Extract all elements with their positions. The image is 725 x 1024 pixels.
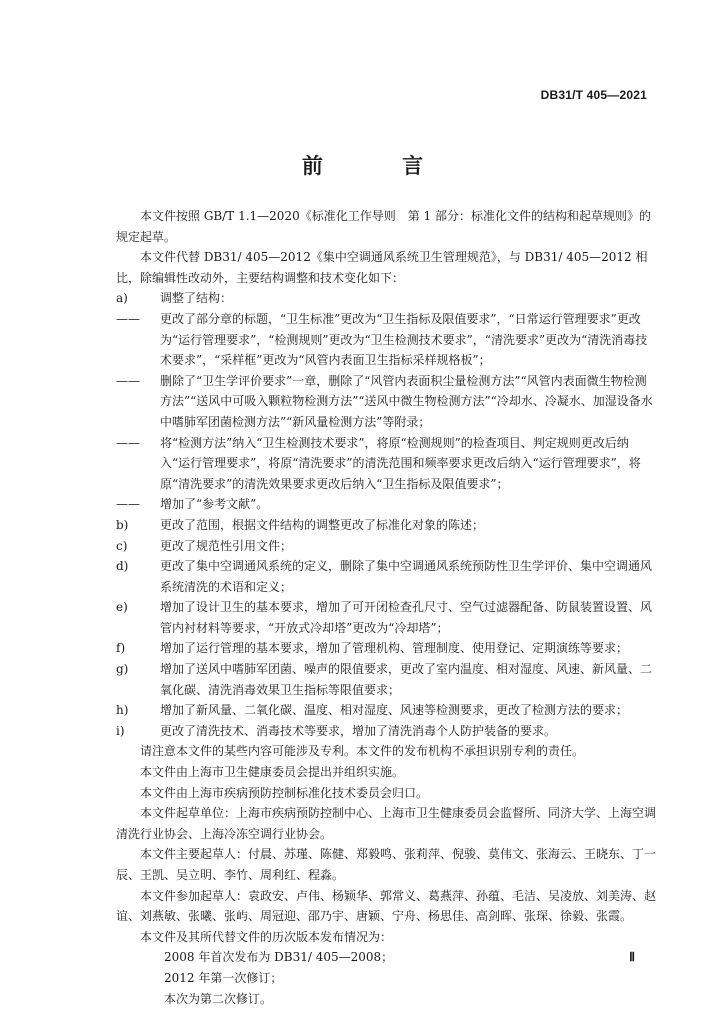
list-item-b: [116, 515, 656, 536]
list-item-text: 调整了结构：: [160, 291, 233, 306]
list-item-text: 增加了运行管理的基本要求，增加了管理机构、管理制度、使用登记、定期演练等要求；: [160, 641, 629, 656]
list-item-e: [116, 597, 656, 638]
list-item-text: 增加了新风量、二氧化碳、温度、相对湿度、风速等检测要求，更改了检测方法的要求；: [160, 703, 629, 718]
list-item-g: [116, 659, 656, 700]
list-item-text: 增加了设计卫生的基本要求，增加了可开闭检查孔尺寸、空气过滤器配备、防鼠装置设置、风管内衬材料等要求，“开放式冷却塔”更改为“冷却塔”；: [160, 600, 653, 635]
dash-mark: ——: [116, 311, 140, 326]
history-intro: 本文件及其所代替文件的历次版本发布情况为：: [140, 929, 393, 944]
dash-mark: ——: [116, 435, 140, 450]
list-item-label: e): [116, 600, 128, 615]
list-item-h: [116, 700, 656, 721]
list-item-label: h): [116, 703, 129, 718]
paragraph-standard-basis: 本文件按照 GB/T 1.1—2020《标准化工作导则 第 1 部分：标准化文件的结构和起草规则》的规定起草。: [116, 209, 651, 244]
patent-notice: 请注意本文件的某些内容可能涉及专利。本文件的发布机构不承担识别专利的责任。: [140, 744, 585, 759]
main-drafters: 本文件主要起草人：付晨、苏瑾、陈健、郑毅鸣、张莉萍、倪骏、莫伟文、张海云、王晓东、丁一辰、王凯、吴立明、李竹、周利红、程淼。: [116, 847, 657, 882]
dash-item-text: 更改了部分章的标题，“卫生标准”更改为“卫生指标及限值要求”，“日常运行管理要求”更改为“运行管理要求”，“检测规则”更改为“卫生检测技术要求”，“清洗要求”更改为“清洗消毒技术要求”，“采样框”更改为“风管内表面卫生指标采样规格板”；: [160, 311, 648, 368]
dash-item: [116, 494, 656, 515]
list-item-label: c): [116, 538, 128, 553]
list-item-a: [116, 288, 656, 309]
list-item-text: 更改了清洗技术、消毒技术等要求，增加了清洗消毒个人防护装备的要求。: [160, 723, 557, 738]
list-item-label: b): [116, 517, 129, 532]
list-item-label: g): [116, 662, 129, 677]
list-item-label: a): [116, 291, 128, 306]
dash-mark: ——: [116, 497, 140, 512]
list-item-label: d): [116, 559, 129, 574]
paragraph-replacement: 本文件代替 DB31/ 405—2012《集中空调通风系统卫生管理规范》，与 DB31/ 405—2012 相比，除编辑性改动外，主要结构调整和技术变化如下：: [116, 250, 648, 285]
list-item-label: f): [116, 641, 126, 656]
page-number: Ⅱ: [629, 950, 635, 964]
centralized-statement: 本文件由上海市疾病预防控制标准化技术委员会归口。: [140, 785, 429, 800]
history-entry: 本次为第二次修订。: [164, 991, 273, 1006]
proposer-statement: 本文件由上海市卫生健康委员会提出并组织实施。: [140, 765, 405, 780]
list-item-i: [116, 721, 656, 742]
list-item-f: [116, 638, 656, 659]
list-item-label: i): [116, 723, 125, 738]
dash-item: [116, 371, 656, 433]
dash-item: [116, 309, 656, 371]
dash-mark: ——: [116, 373, 140, 388]
dash-item-text: 删除了“卫生学评价要求”一章，删除了“风管内表面积尘量检测方法”“风管内表面微生物检测方法”“送风中可吸入颗粒物检测方法”“送风中微生物检测方法”“冷却水、冷凝水、加湿设备水中嗜肺军团菌检测方法”“新风量检测方法”等附录；: [160, 373, 653, 429]
document-code: DB31/T 405—2021: [540, 88, 647, 102]
list-item-text: 更改了范围，根据文件结构的调整更改了标准化对象的陈述；: [160, 517, 485, 532]
foreword-body: [116, 206, 656, 1009]
history-entry: 2008 年首次发布为 DB31/ 405—2008；: [164, 950, 394, 965]
dash-item-text: 将“检测方法”纳入“卫生检测技术要求”，将原“检测规则”的检查项目、判定规则更改后纳入“运行管理要求”，将原“清洗要求”的清洗范围和频率要求更改后纳入“运行管理要求”，将原“清洗要求”的清洗效果要求更改后纳入“卫生指标及限值要求”；: [160, 435, 641, 491]
history-entry: 2012 年第一次修订；: [164, 970, 283, 985]
page-title: 前 言: [301, 154, 460, 178]
list-item-text: 增加了送风中嗜肺军团菌、噪声的限值要求，更改了室内温度、相对湿度、风速、新风量、二氧化碳、清洗消毒效果卫生指标等限值要求；: [160, 662, 653, 697]
list-item-text: 更改了集中空调通风系统的定义，删除了集中空调通风系统预防性卫生学评价、集中空调通风系统清洗的术语和定义；: [160, 559, 653, 594]
participating-drafters: 本文件参加起草人：袁政安、卢伟、杨颖华、郭常义、葛燕萍、孙蕴、毛洁、吴凌放、刘美涛、赵谊、刘燕敏、张曦、张屿、周冠迎、邵乃宇、唐颖、宁舟、杨思佳、高剑晖、张琛、徐毅、张霞。: [116, 888, 657, 924]
list-item-text: 更改了规范性引用文件；: [160, 538, 293, 553]
dash-item-text: 增加了“参考文献”。: [160, 497, 269, 512]
list-item-d: [116, 556, 656, 597]
dash-item: [116, 433, 656, 495]
drafting-units: 本文件起草单位：上海市疾病预防控制中心、上海市卫生健康委员会监督所、同济大学、上海空调清洗行业协会、上海冷冻空调行业协会。: [116, 806, 657, 841]
list-item-c: [116, 536, 656, 557]
